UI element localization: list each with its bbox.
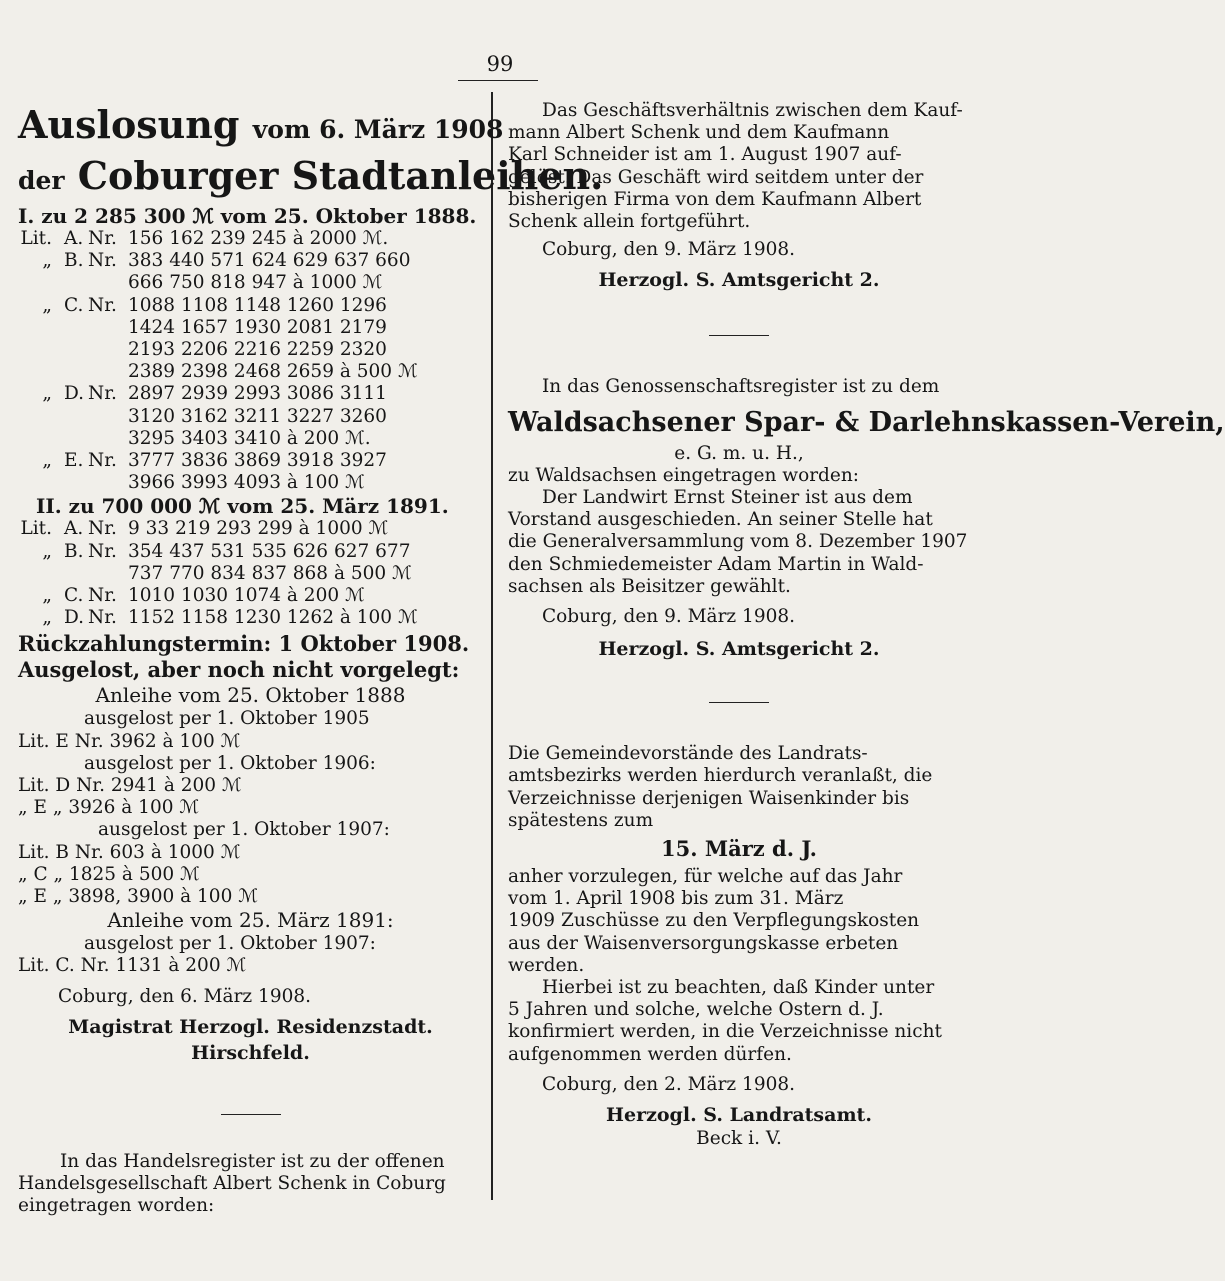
bond-row: [18, 607, 483, 629]
register-line: In das Handelsregister ist zu der offenen: [60, 1150, 445, 1172]
cooperative-name: Waldsachsener Spar- & Darlehnskassen-Verein,: [508, 406, 1225, 438]
orphan-notice-line: aus der Waisenversorgungskasse erbeten: [508, 932, 899, 954]
bond-numbers: 737 770 834 837 868 à 500 ℳ: [128, 562, 412, 584]
series-prefix: [18, 563, 64, 585]
signature-amtsgericht: Herzogl. S. Amtsgericht 2.: [598, 638, 880, 661]
right-column: [508, 100, 1225, 1150]
drawn-line: Lit. B Nr. 603 à 1000 ℳ: [18, 841, 241, 863]
series-letter: [64, 428, 88, 450]
series-prefix: „: [42, 607, 52, 629]
separator: [709, 702, 769, 703]
drawn-line: ausgelost per 1. Oktober 1907:: [84, 933, 376, 955]
cooperative-form: e. G. m. u. H.,: [674, 442, 804, 464]
number-label: Nr.: [88, 585, 117, 607]
bond-row: [18, 383, 483, 405]
drawn-bonds-1891: [18, 518, 483, 629]
orphan-notice-line: anher vorzulegen, für welche auf das Jahr: [508, 866, 903, 888]
orphan-notice-line: konfirmiert werden, in die Verzeichnisse nicht: [508, 1021, 942, 1043]
dissolution-notice-line: bisherigen Firma von dem Kaufmann Albert: [508, 188, 922, 210]
loan-heading-1888: Anleihe vom 25. Oktober 1888: [95, 683, 406, 708]
orphan-notice-line: vom 1. April 1908 bis zum 31. März: [508, 888, 844, 910]
separator: [709, 335, 769, 336]
place-date: Coburg, den 2. März 1908.: [542, 1073, 796, 1095]
drawn-line: Lit. E Nr. 3962 à 100 ℳ: [18, 730, 241, 752]
orphan-notice-line: spätestens zum: [508, 809, 654, 831]
drawn-line: ausgelost per 1. Oktober 1905: [84, 708, 370, 730]
bond-numbers: 3120 3162 3211 3227 3260: [128, 405, 387, 427]
bond-numbers: 2193 2206 2216 2259 2320: [128, 339, 387, 361]
bond-numbers: 2389 2398 2468 2659 à 500 ℳ: [128, 361, 418, 383]
number-label: [88, 472, 128, 494]
bond-row: [18, 339, 483, 361]
series-prefix: [18, 317, 64, 339]
drawn-line: „ E „ 3926 à 100 ℳ: [18, 797, 200, 819]
bond-row: [18, 450, 483, 472]
deadline: 15. März d. J.: [661, 836, 817, 862]
place-date: Coburg, den 6. März 1908.: [58, 985, 312, 1007]
bond-numbers: 1088 1108 1148 1260 1296: [128, 294, 387, 316]
bond-numbers: 666 750 818 947 à 1000 ℳ: [128, 272, 383, 294]
separator: [221, 1114, 281, 1115]
series-letter: [64, 317, 88, 339]
number-label: Nr.: [88, 540, 117, 562]
dissolution-notice-line: Karl Schneider ist am 1. August 1907 auf-: [508, 144, 902, 166]
series-letter: [64, 563, 88, 585]
drawn-line: „ E „ 3898, 3900 à 100 ℳ: [18, 886, 259, 908]
notice-title: [18, 102, 504, 153]
drawn-line: Lit. C. Nr. 1131 à 200 ℳ: [18, 955, 247, 977]
number-label: Nr.: [88, 294, 117, 316]
cooperative-notice-line: Vorstand ausgeschieden. An seiner Stelle hat: [508, 509, 933, 531]
loan-heading-1891: Anleihe vom 25. März 1891:: [107, 908, 394, 933]
number-label: [88, 406, 128, 428]
series-prefix: Lit.: [20, 518, 52, 540]
drawn-bonds-1888: [18, 228, 483, 494]
cooperative-notice-line: die Generalversammlung vom 8. Dezember 1907: [508, 531, 968, 553]
repayment-date: Rückzahlungstermin: 1 Oktober 1908.: [18, 631, 470, 657]
bond-numbers: 354 437 531 535 626 627 677: [128, 540, 411, 562]
number-label: Nr.: [88, 518, 117, 540]
orphan-notice-line: werden.: [508, 954, 585, 976]
title-date: vom 6. März 1908: [252, 115, 504, 144]
section-heading-1888: I. zu 2 285 300 ℳ vom 25. Oktober 1888.: [18, 204, 477, 228]
orphan-notice-line: Die Gemeindevorstände des Landrats-: [508, 743, 868, 765]
signature-amtsgericht: Herzogl. S. Amtsgericht 2.: [598, 269, 880, 292]
bond-row: [18, 228, 483, 250]
series-letter: A.: [64, 228, 84, 249]
signature-magistrat: Magistrat Herzogl. Residenzstadt.: [68, 1015, 433, 1038]
bond-numbers: 1152 1158 1230 1262 à 100 ℳ: [128, 607, 418, 629]
series-prefix: [18, 472, 64, 494]
bond-row: [18, 317, 483, 339]
notice-subtitle: [18, 153, 604, 204]
bond-numbers: 1010 1030 1074 à 200 ℳ: [128, 585, 365, 607]
series-letter: [64, 361, 88, 383]
dissolution-notice-line: Das Geschäftsverhältnis zwischen dem Kauf-: [542, 100, 963, 121]
cooperative-intro: In das Genossenschaftsregister ist zu dem: [542, 376, 940, 398]
series-letter: C.: [64, 585, 84, 607]
series-letter: B.: [64, 250, 84, 272]
series-prefix: Lit.: [20, 228, 52, 249]
bond-row: [18, 361, 483, 383]
place-date: Coburg, den 9. März 1908.: [542, 239, 796, 261]
series-letter: D.: [64, 383, 85, 405]
column-divider: [491, 92, 493, 1200]
series-letter: [64, 472, 88, 494]
number-label: [88, 317, 128, 339]
drawn-line: ausgelost per 1. Oktober 1906:: [84, 752, 376, 774]
series-prefix: „: [42, 540, 52, 562]
subtitle-article: der: [18, 166, 65, 195]
bond-numbers: 3966 3993 4093 à 100 ℳ: [128, 472, 365, 494]
series-prefix: [18, 428, 64, 450]
series-letter: B.: [64, 540, 84, 562]
number-label: [88, 339, 128, 361]
series-prefix: [18, 406, 64, 428]
bond-row: [18, 272, 483, 294]
series-prefix: „: [42, 585, 52, 607]
number-label: Nr.: [88, 607, 117, 629]
orphan-notice-line: Verzeichnisse derjenigen Waisenkinder bis: [508, 787, 910, 809]
series-letter: [64, 272, 88, 294]
header-rule: [458, 80, 538, 81]
bond-row: [18, 428, 483, 450]
orphan-notice-line: aufgenommen werden dürfen.: [508, 1043, 792, 1065]
number-label: [88, 272, 128, 294]
page-number: 99: [486, 52, 514, 76]
series-prefix: „: [42, 294, 52, 316]
cooperative-notice-line: Der Landwirt Ernst Steiner ist aus dem: [542, 487, 913, 509]
bond-row: [18, 295, 483, 317]
bond-row: [18, 563, 483, 585]
dissolution-notice-line: Schenk allein fortgeführt.: [508, 211, 751, 233]
series-prefix: [18, 361, 64, 383]
series-letter: E.: [64, 450, 84, 472]
series-prefix: „: [42, 250, 52, 272]
series-letter: D.: [64, 607, 85, 629]
number-label: Nr.: [88, 250, 117, 272]
cooperative-place: zu Waldsachsen eingetragen worden:: [508, 464, 859, 486]
series-prefix: „: [42, 450, 52, 472]
drawn-line: Lit. D Nr. 2941 à 200 ℳ: [18, 775, 242, 797]
bond-numbers: 1424 1657 1930 2081 2179: [128, 316, 387, 338]
bond-row: [18, 585, 483, 607]
signature-name: Hirschfeld.: [191, 1041, 310, 1064]
title-word: Auslosung: [18, 102, 240, 147]
bond-row: [18, 250, 483, 272]
register-line: Handelsgesellschaft Albert Schenk in Coburg: [18, 1173, 446, 1195]
dissolution-notice-line: gelöst. Das Geschäft wird seitdem unter der: [508, 166, 924, 188]
bond-row: [18, 406, 483, 428]
place-date: Coburg, den 9. März 1908.: [542, 606, 796, 628]
number-label: Nr.: [88, 450, 117, 472]
subtitle-text: Coburger Stadtanleihen.: [77, 153, 604, 198]
bond-numbers: 3295 3403 3410 à 200 ℳ.: [128, 427, 371, 449]
orphan-notice-line: amtsbezirks werden hierdurch veranlaßt, die: [508, 765, 933, 787]
bond-numbers: 3777 3836 3869 3918 3927: [128, 450, 387, 472]
number-label: [88, 563, 128, 585]
number-label: Nr.: [88, 383, 117, 405]
signature-name: Beck i. V.: [696, 1128, 782, 1150]
orphan-notice-line: 1909 Zuschüsse zu den Verpflegungskosten: [508, 910, 920, 932]
orphan-notice-line: Hierbei ist zu beachten, daß Kinder unter: [542, 977, 935, 999]
orphan-notice-line: 5 Jahren und solche, welche Ostern d. J.: [508, 999, 884, 1021]
series-prefix: [18, 272, 64, 294]
register-line: eingetragen worden:: [18, 1195, 215, 1217]
drawn-line: ausgelost per 1. Oktober 1907:: [98, 819, 390, 841]
bond-numbers: 383 440 571 624 629 637 660: [128, 250, 411, 272]
bond-row: [18, 541, 483, 563]
drawn-line: „ C „ 1825 à 500 ℳ: [18, 863, 200, 885]
number-label: [88, 361, 128, 383]
series-letter: [64, 406, 88, 428]
section-heading-1891: II. zu 700 000 ℳ vom 25. März 1891.: [36, 494, 449, 519]
series-prefix: [18, 339, 64, 361]
unpresented-heading: Ausgelost, aber noch nicht vorgelegt:: [18, 657, 460, 683]
series-letter: C.: [64, 294, 84, 316]
cooperative-notice-line: den Schmiedemeister Adam Martin in Wald-: [508, 553, 924, 575]
number-label: Nr.: [88, 228, 117, 249]
signature-landratsamt: Herzogl. S. Landratsamt.: [606, 1104, 872, 1127]
series-prefix: „: [42, 383, 52, 405]
series-letter: A.: [64, 518, 84, 540]
bond-row: [18, 472, 483, 494]
series-letter: [64, 339, 88, 361]
bond-numbers: 156 162 239 245 à 2000 ℳ.: [128, 228, 389, 249]
bond-row: [18, 518, 483, 540]
dissolution-notice-line: mann Albert Schenk und dem Kaufmann: [508, 122, 890, 144]
bond-numbers: 2897 2939 2993 3086 3111: [128, 383, 387, 405]
number-label: [88, 428, 128, 450]
cooperative-notice-line: sachsen als Beisitzer gewählt.: [508, 575, 791, 597]
bond-numbers: 9 33 219 293 299 à 1000 ℳ: [128, 518, 389, 540]
